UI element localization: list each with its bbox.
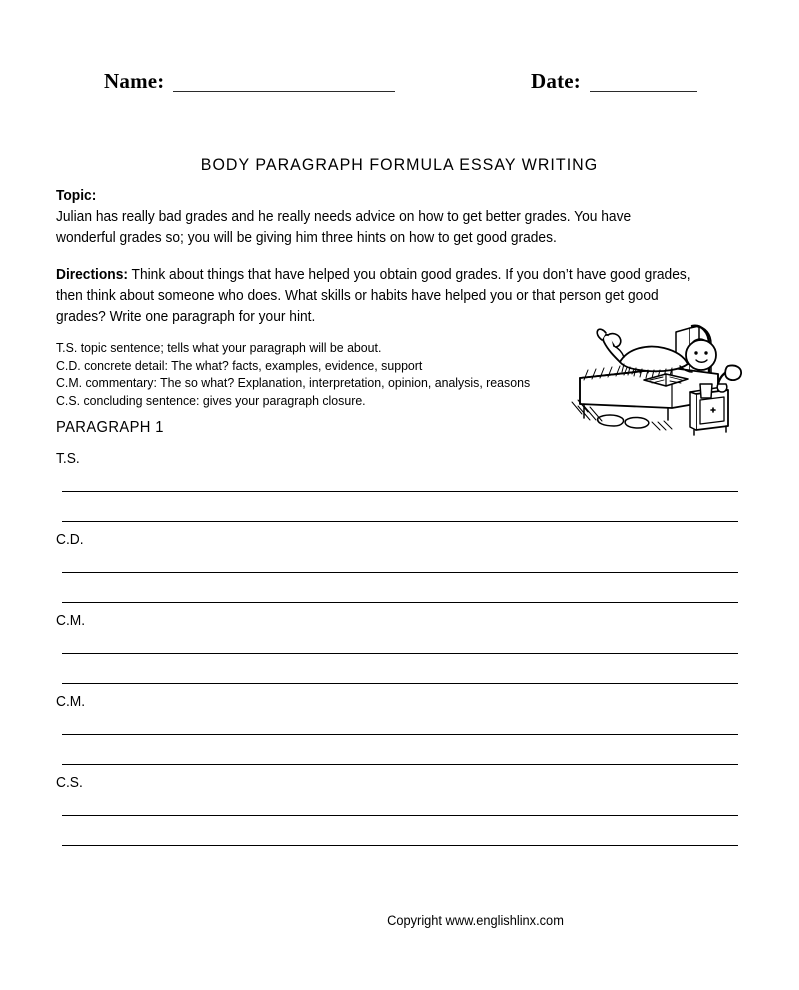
section-label: C.S. xyxy=(56,775,83,791)
formula-legend xyxy=(56,339,550,409)
legend-item-cm: C.M. commentary: The so what? Explanation, interpretation, opinion, analysis, reasons xyxy=(56,375,531,390)
section-label: C.M. xyxy=(56,694,86,710)
header-fields xyxy=(0,70,799,104)
date-field[interactable] xyxy=(531,70,697,92)
name-input-line[interactable] xyxy=(173,74,395,92)
writing-line[interactable] xyxy=(62,521,738,522)
legend-item-cs: C.S. concluding sentence: gives your paragraph closure. xyxy=(56,392,366,408)
copyright-text: Copyright www.englishlinx.com xyxy=(387,913,564,928)
name-label: Name: xyxy=(104,69,165,93)
writing-line[interactable] xyxy=(62,764,738,765)
section-label: C.M. xyxy=(56,613,86,629)
writing-line[interactable] xyxy=(62,491,738,492)
writing-line[interactable] xyxy=(62,653,738,654)
writing-line[interactable] xyxy=(62,572,738,573)
directions-paragraph xyxy=(56,265,694,328)
writing-line[interactable] xyxy=(62,683,738,684)
date-label: Date: xyxy=(531,69,581,93)
prompt-block xyxy=(56,186,694,328)
section-label: T.S. xyxy=(56,451,80,467)
writing-line[interactable] xyxy=(62,602,738,603)
section-cm-2 xyxy=(0,693,799,774)
directions-label: Directions: xyxy=(56,267,128,283)
footer xyxy=(20,912,779,929)
section-cm-1 xyxy=(0,612,799,693)
section-label: C.D. xyxy=(56,532,84,548)
topic-label: Topic: xyxy=(56,188,97,204)
section-ts xyxy=(0,450,799,531)
section-cd xyxy=(0,531,799,612)
page-title: BODY PARAGRAPH FORMULA ESSAY WRITING xyxy=(200,155,599,174)
writing-line[interactable] xyxy=(62,734,738,735)
legend-item-ts: T.S. topic sentence; tells what your paragraph will be about. xyxy=(56,340,382,355)
section-cs xyxy=(0,774,799,855)
prompt-spacer xyxy=(56,249,694,265)
paragraph-heading: PARAGRAPH 1 xyxy=(56,419,164,436)
writing-line[interactable] xyxy=(62,845,738,846)
legend-item-cd: C.D. concrete detail: The what? facts, examples, evidence, support xyxy=(56,357,423,373)
child-reading-in-bed-icon xyxy=(568,322,752,440)
topic-text: Julian has really bad grades and he really needs advice on how to get better grades. You have wonderful grades so; you will be giving him three hints on how to get good grades. xyxy=(56,209,632,246)
name-field[interactable] xyxy=(104,70,395,92)
answer-sections xyxy=(0,450,799,855)
date-input-line[interactable] xyxy=(590,74,697,92)
writing-line[interactable] xyxy=(62,815,738,816)
directions-text: Think about things that have helped you obtain good grades. If you don’t have good grades, then think about someone who does. What skills or habits have helped you or that person get good grades? Write one paragraph for your hint. xyxy=(56,267,691,325)
